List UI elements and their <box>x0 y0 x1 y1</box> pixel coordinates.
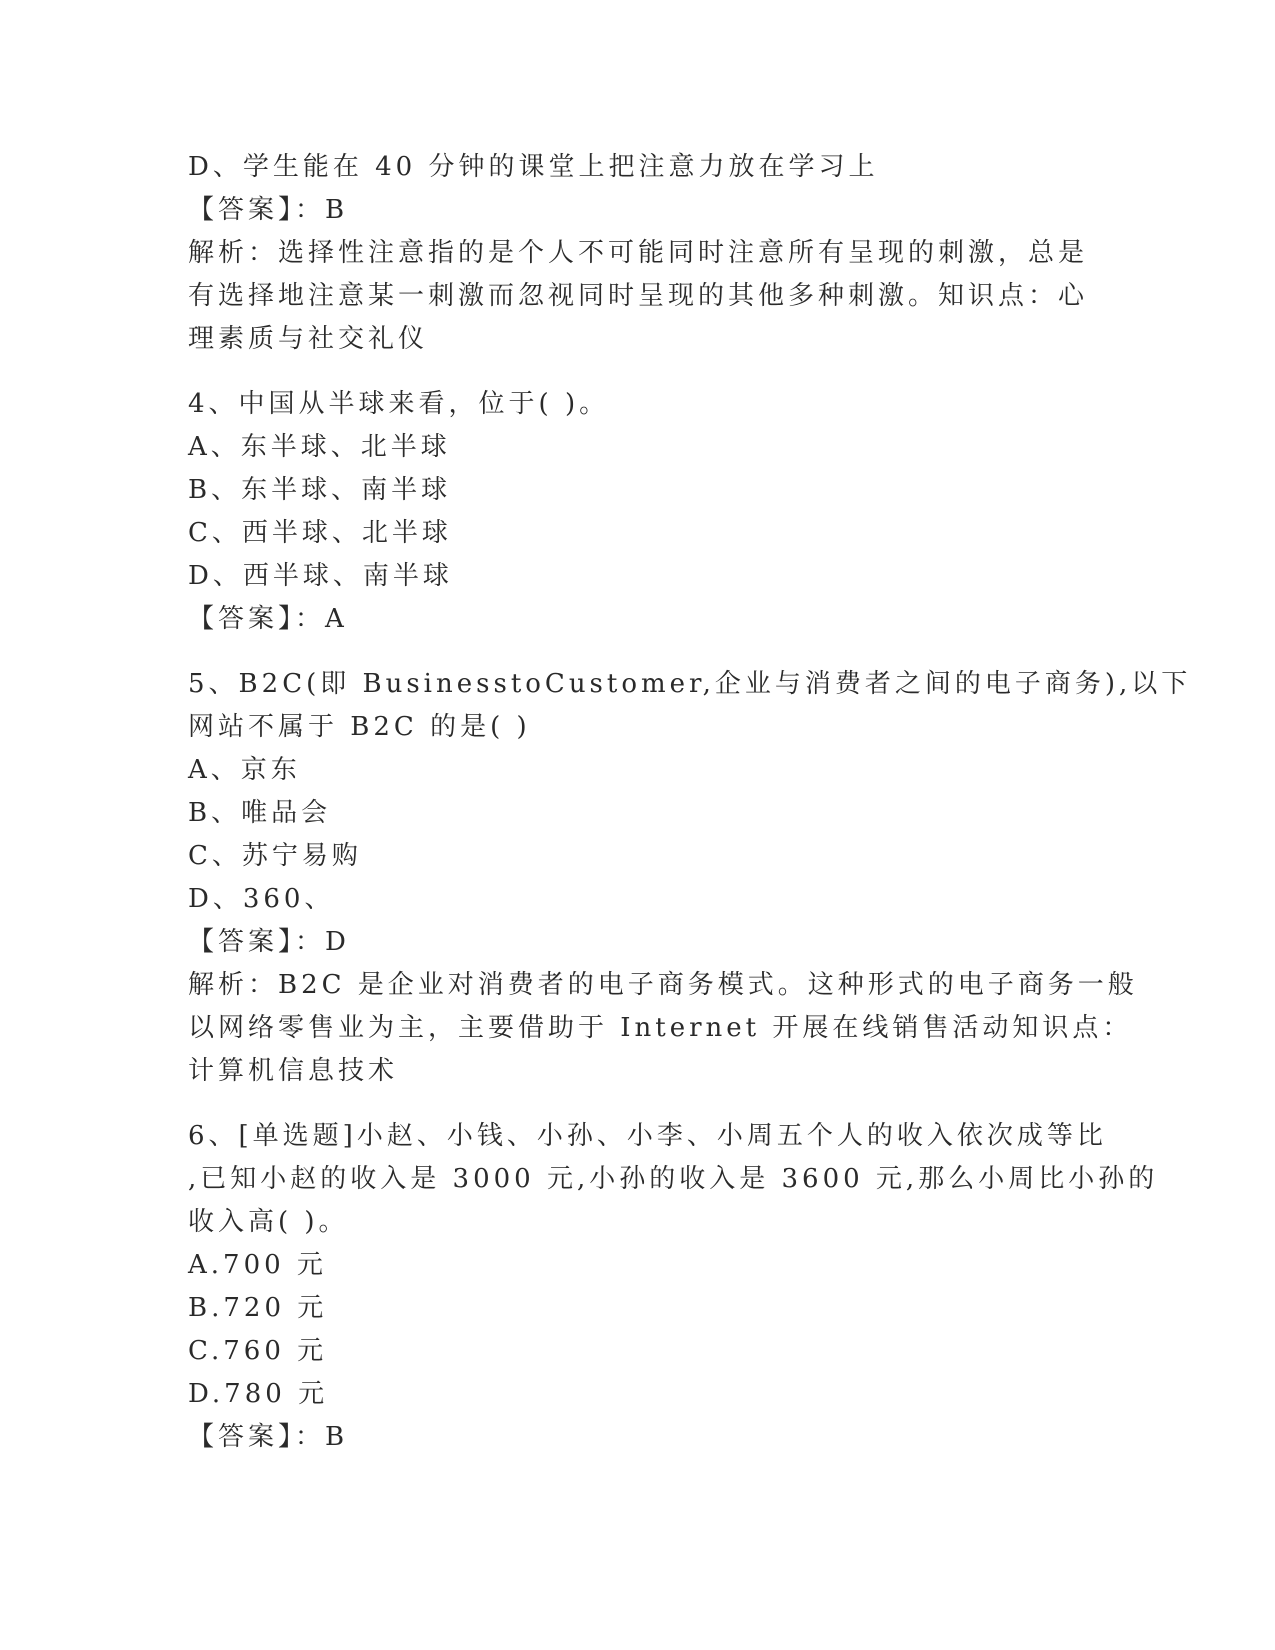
option-b: B、东半球、南半球 <box>188 475 452 505</box>
explanation-line: 计算机信息技术 <box>188 1056 399 1086</box>
option-d: D.780 元 <box>188 1379 329 1409</box>
option-a: A、东半球、北半球 <box>188 432 451 462</box>
option-d: D、360、 <box>188 884 335 914</box>
answer-line: 【答案】：B <box>188 195 349 225</box>
option-d: D、学生能在 40 分钟的课堂上把注意力放在学习上 <box>188 152 879 182</box>
option-b: B.720 元 <box>188 1293 328 1323</box>
explanation-line: 理素质与社交礼仪 <box>188 324 429 354</box>
question-6 <box>188 1115 1159 1459</box>
block-spacer <box>188 1093 1088 1115</box>
question-stem: 6、[单选题]小赵、小钱、小孙、小李、小周五个人的收入依次成等比 <box>188 1121 1107 1151</box>
option-c: C、苏宁易购 <box>188 841 362 871</box>
question-stem: 收入高( )。 <box>188 1207 349 1237</box>
document-body <box>188 146 1192 1459</box>
explanation-line: 以网络零售业为主，主要借助于 Internet 开展在线销售活动知识点： <box>188 1013 1133 1043</box>
option-c: C.760 元 <box>188 1336 328 1366</box>
explanation-line: 解析：选择性注意指的是个人不可能同时注意所有呈现的刺激，总是 <box>188 238 1089 268</box>
option-a: A.700 元 <box>188 1250 327 1280</box>
answer-line: 【答案】：D <box>188 927 350 957</box>
option-c: C、西半球、北半球 <box>188 518 452 548</box>
question-4 <box>188 383 1088 641</box>
question-stem: 4、中国从半球来看，位于( )。 <box>188 389 610 419</box>
explanation-line: 有选择地注意某一刺激而忽视同时呈现的其他多种刺激。知识点：心 <box>188 281 1089 311</box>
question-stem: 5、B2C(即 BusinesstoCustomer,企业与消费者之间的电子商务),以下 <box>188 669 1192 699</box>
question-5 <box>188 663 1192 1093</box>
option-b: B、唯品会 <box>188 798 332 828</box>
answer-line: 【答案】：B <box>188 1422 349 1452</box>
question-stem: ,已知小赵的收入是 3000 元,小孙的收入是 3600 元,那么小周比小孙的 <box>188 1164 1159 1194</box>
question-stem: 网站不属于 B2C 的是( ) <box>188 712 531 742</box>
question-3-tail <box>188 146 1088 361</box>
option-a: A、京东 <box>188 755 301 785</box>
block-spacer <box>188 641 1088 663</box>
option-d: D、西半球、南半球 <box>188 561 453 591</box>
explanation-line: 解析：B2C 是企业对消费者的电子商务模式。这种形式的电子商务一般 <box>188 970 1138 1000</box>
block-spacer <box>188 361 1088 383</box>
answer-line: 【答案】：A <box>188 604 348 634</box>
